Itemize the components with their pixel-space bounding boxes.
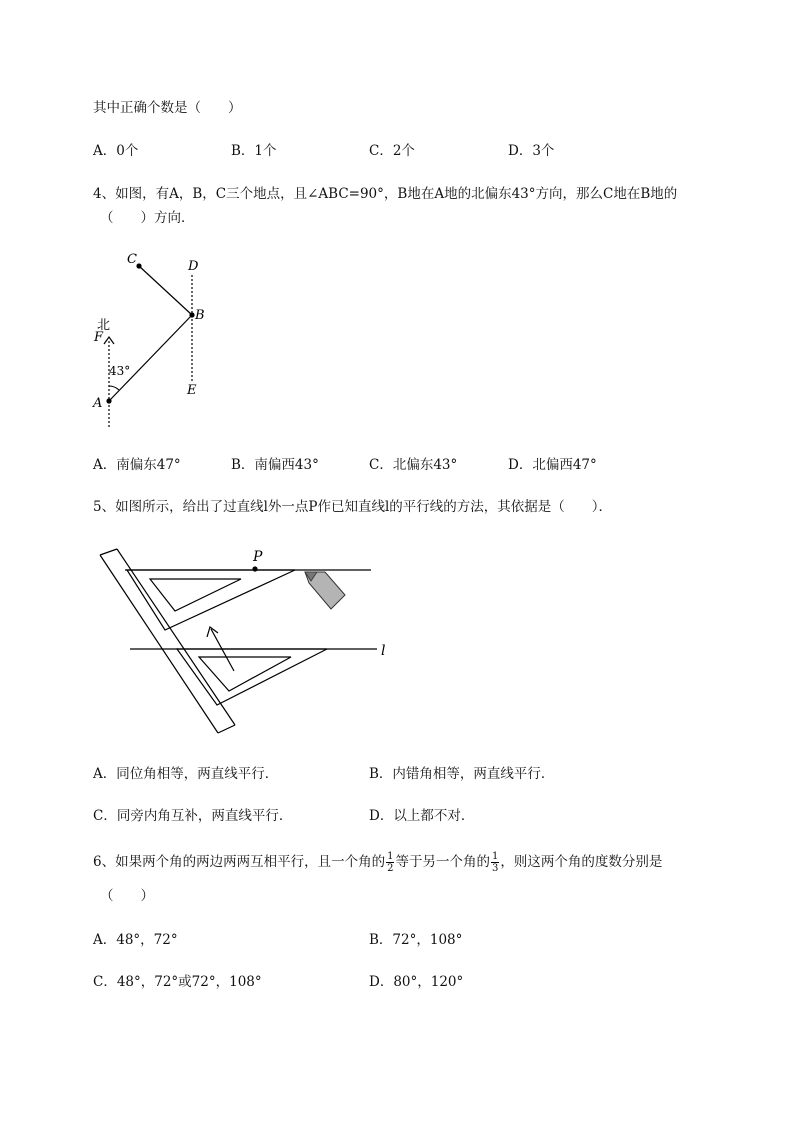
q6-frac1-num: 1 <box>387 851 394 862</box>
segment-cb <box>139 266 192 315</box>
q4-option-b: B．南偏西43° <box>231 457 319 473</box>
ruler-edge-inner <box>117 549 235 725</box>
ruler-end-top <box>100 549 117 555</box>
q5-number: 5、 <box>93 499 116 515</box>
label-d: D <box>188 259 199 274</box>
q5-option-b: B．内错角相等，两直线平行． <box>369 766 555 782</box>
q6-frac1-den: 2 <box>387 863 394 874</box>
q6-stem-line1 <box>93 848 662 876</box>
point-c <box>136 263 141 268</box>
q6-stem-part2: 等于另一个角的 <box>395 854 490 870</box>
label-e: E <box>187 383 197 398</box>
label-l: l <box>381 643 386 659</box>
q4-stem-line1 <box>93 184 677 204</box>
point-a <box>106 398 111 403</box>
q3-option-a: A．0个 <box>93 143 139 159</box>
q3-option-b: B．1个 <box>231 143 277 159</box>
q4-figure <box>85 245 225 435</box>
pencil-icon <box>305 572 345 609</box>
q4-option-d: D．北偏西47° <box>508 457 597 473</box>
q6-number: 6、 <box>93 854 116 870</box>
q5-option-d: D．以上都不对． <box>369 808 475 824</box>
q6-stem-part3: ，则这两个角的度数分别是 <box>500 854 663 870</box>
label-angle: 43° <box>109 364 131 378</box>
q6-frac2-num: 1 <box>491 851 499 862</box>
q5-option-a: A．同位角相等，两直线平行． <box>93 766 279 782</box>
label-north: 北 <box>97 318 111 333</box>
q6-stem-line2: （ ） <box>100 888 154 904</box>
set-square-upper-inner <box>150 579 241 611</box>
slide-arrow-shaft <box>211 629 234 671</box>
q4-number: 4、 <box>93 186 116 202</box>
q4-option-a: A．南偏东47° <box>93 457 181 473</box>
q6-option-a: A．48°，72° <box>93 932 178 948</box>
q6-frac2-den: 3 <box>491 863 499 874</box>
q5-stem-line <box>93 497 612 517</box>
point-b <box>189 312 194 317</box>
label-p: P <box>253 549 263 565</box>
q3-option-d: D．3个 <box>508 143 555 159</box>
ruler-end-bottom <box>218 725 235 733</box>
q6-option-b: B．72°，108° <box>369 932 463 948</box>
q5-option-c: C．同旁内角互补，两直线平行． <box>93 808 293 824</box>
q4-stem-line2: （ ）方向． <box>100 210 195 226</box>
q5-figure <box>95 545 395 735</box>
q4-option-c: C．北偏东43° <box>369 457 458 473</box>
q6-option-d: D．80°，120° <box>369 974 464 990</box>
q3-stem: 其中正确个数是（ ） <box>93 100 242 116</box>
q6-fraction-1 <box>386 851 394 874</box>
angle-arc <box>109 386 119 390</box>
label-f: F <box>94 330 104 345</box>
q6-stem-part1: 如果两个角的两边两两互相平行，且一个角的 <box>115 854 386 870</box>
label-a: A <box>93 396 103 411</box>
label-c: C <box>127 252 137 267</box>
q6-option-c: C．48°，72°或72°，108° <box>93 974 262 990</box>
q3-option-c: C．2个 <box>369 143 415 159</box>
q4-stem-text: 如图，有A，B，C三个地点，且∠ABC=90°，B地在A地的北偏东43°方向，那么C地在B地的 <box>115 186 678 202</box>
label-b: B <box>195 308 205 323</box>
q6-fraction-2 <box>491 851 499 874</box>
segment-ab <box>109 315 192 401</box>
q5-stem-text: 如图所示，给出了过直线l外一点P作已知直线l的平行线的方法，其依据是（ ）． <box>115 499 613 515</box>
ruler-edge-outer <box>100 555 218 733</box>
point-p <box>252 566 257 571</box>
